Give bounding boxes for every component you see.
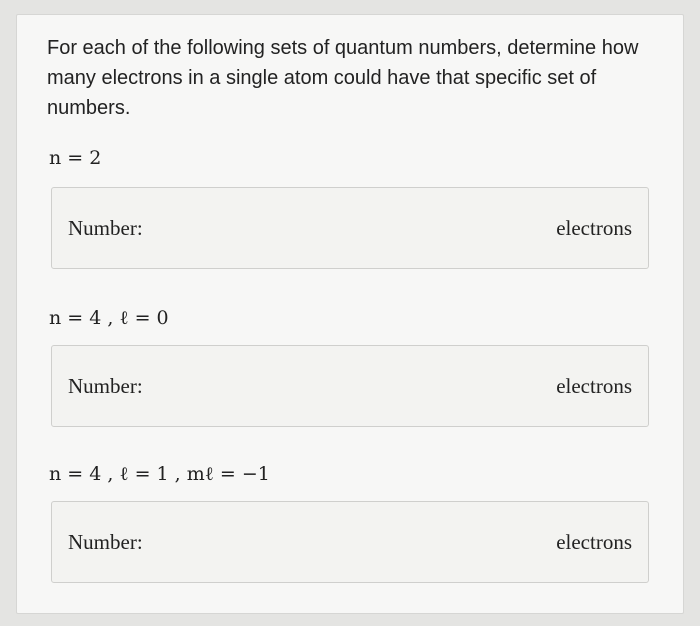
question-text: For each of the following sets of quantum numbers, determine how many electrons in a single atom could have that specific set of numbers.	[47, 37, 639, 119]
answer-box-1	[51, 187, 649, 269]
quantum-set-label-2: n = 4 , ℓ = 0	[49, 307, 169, 329]
number-label: Number:	[68, 216, 143, 240]
quantum-set-label-3: n = 4 , ℓ = 1 , mℓ = −1	[49, 463, 270, 485]
number-input-2[interactable]	[172, 358, 526, 416]
unit-label: electrons	[556, 216, 632, 240]
quantum-set-label-1: n = 2	[49, 147, 102, 169]
number-input-3[interactable]	[172, 514, 526, 572]
number-label: Number:	[68, 374, 143, 398]
unit-label: electrons	[556, 374, 632, 398]
question-card	[16, 14, 684, 614]
number-label: Number:	[68, 530, 143, 554]
number-input-1[interactable]	[172, 200, 526, 258]
unit-label: electrons	[556, 530, 632, 554]
answer-box-2	[51, 345, 649, 427]
answer-box-3	[51, 501, 649, 583]
